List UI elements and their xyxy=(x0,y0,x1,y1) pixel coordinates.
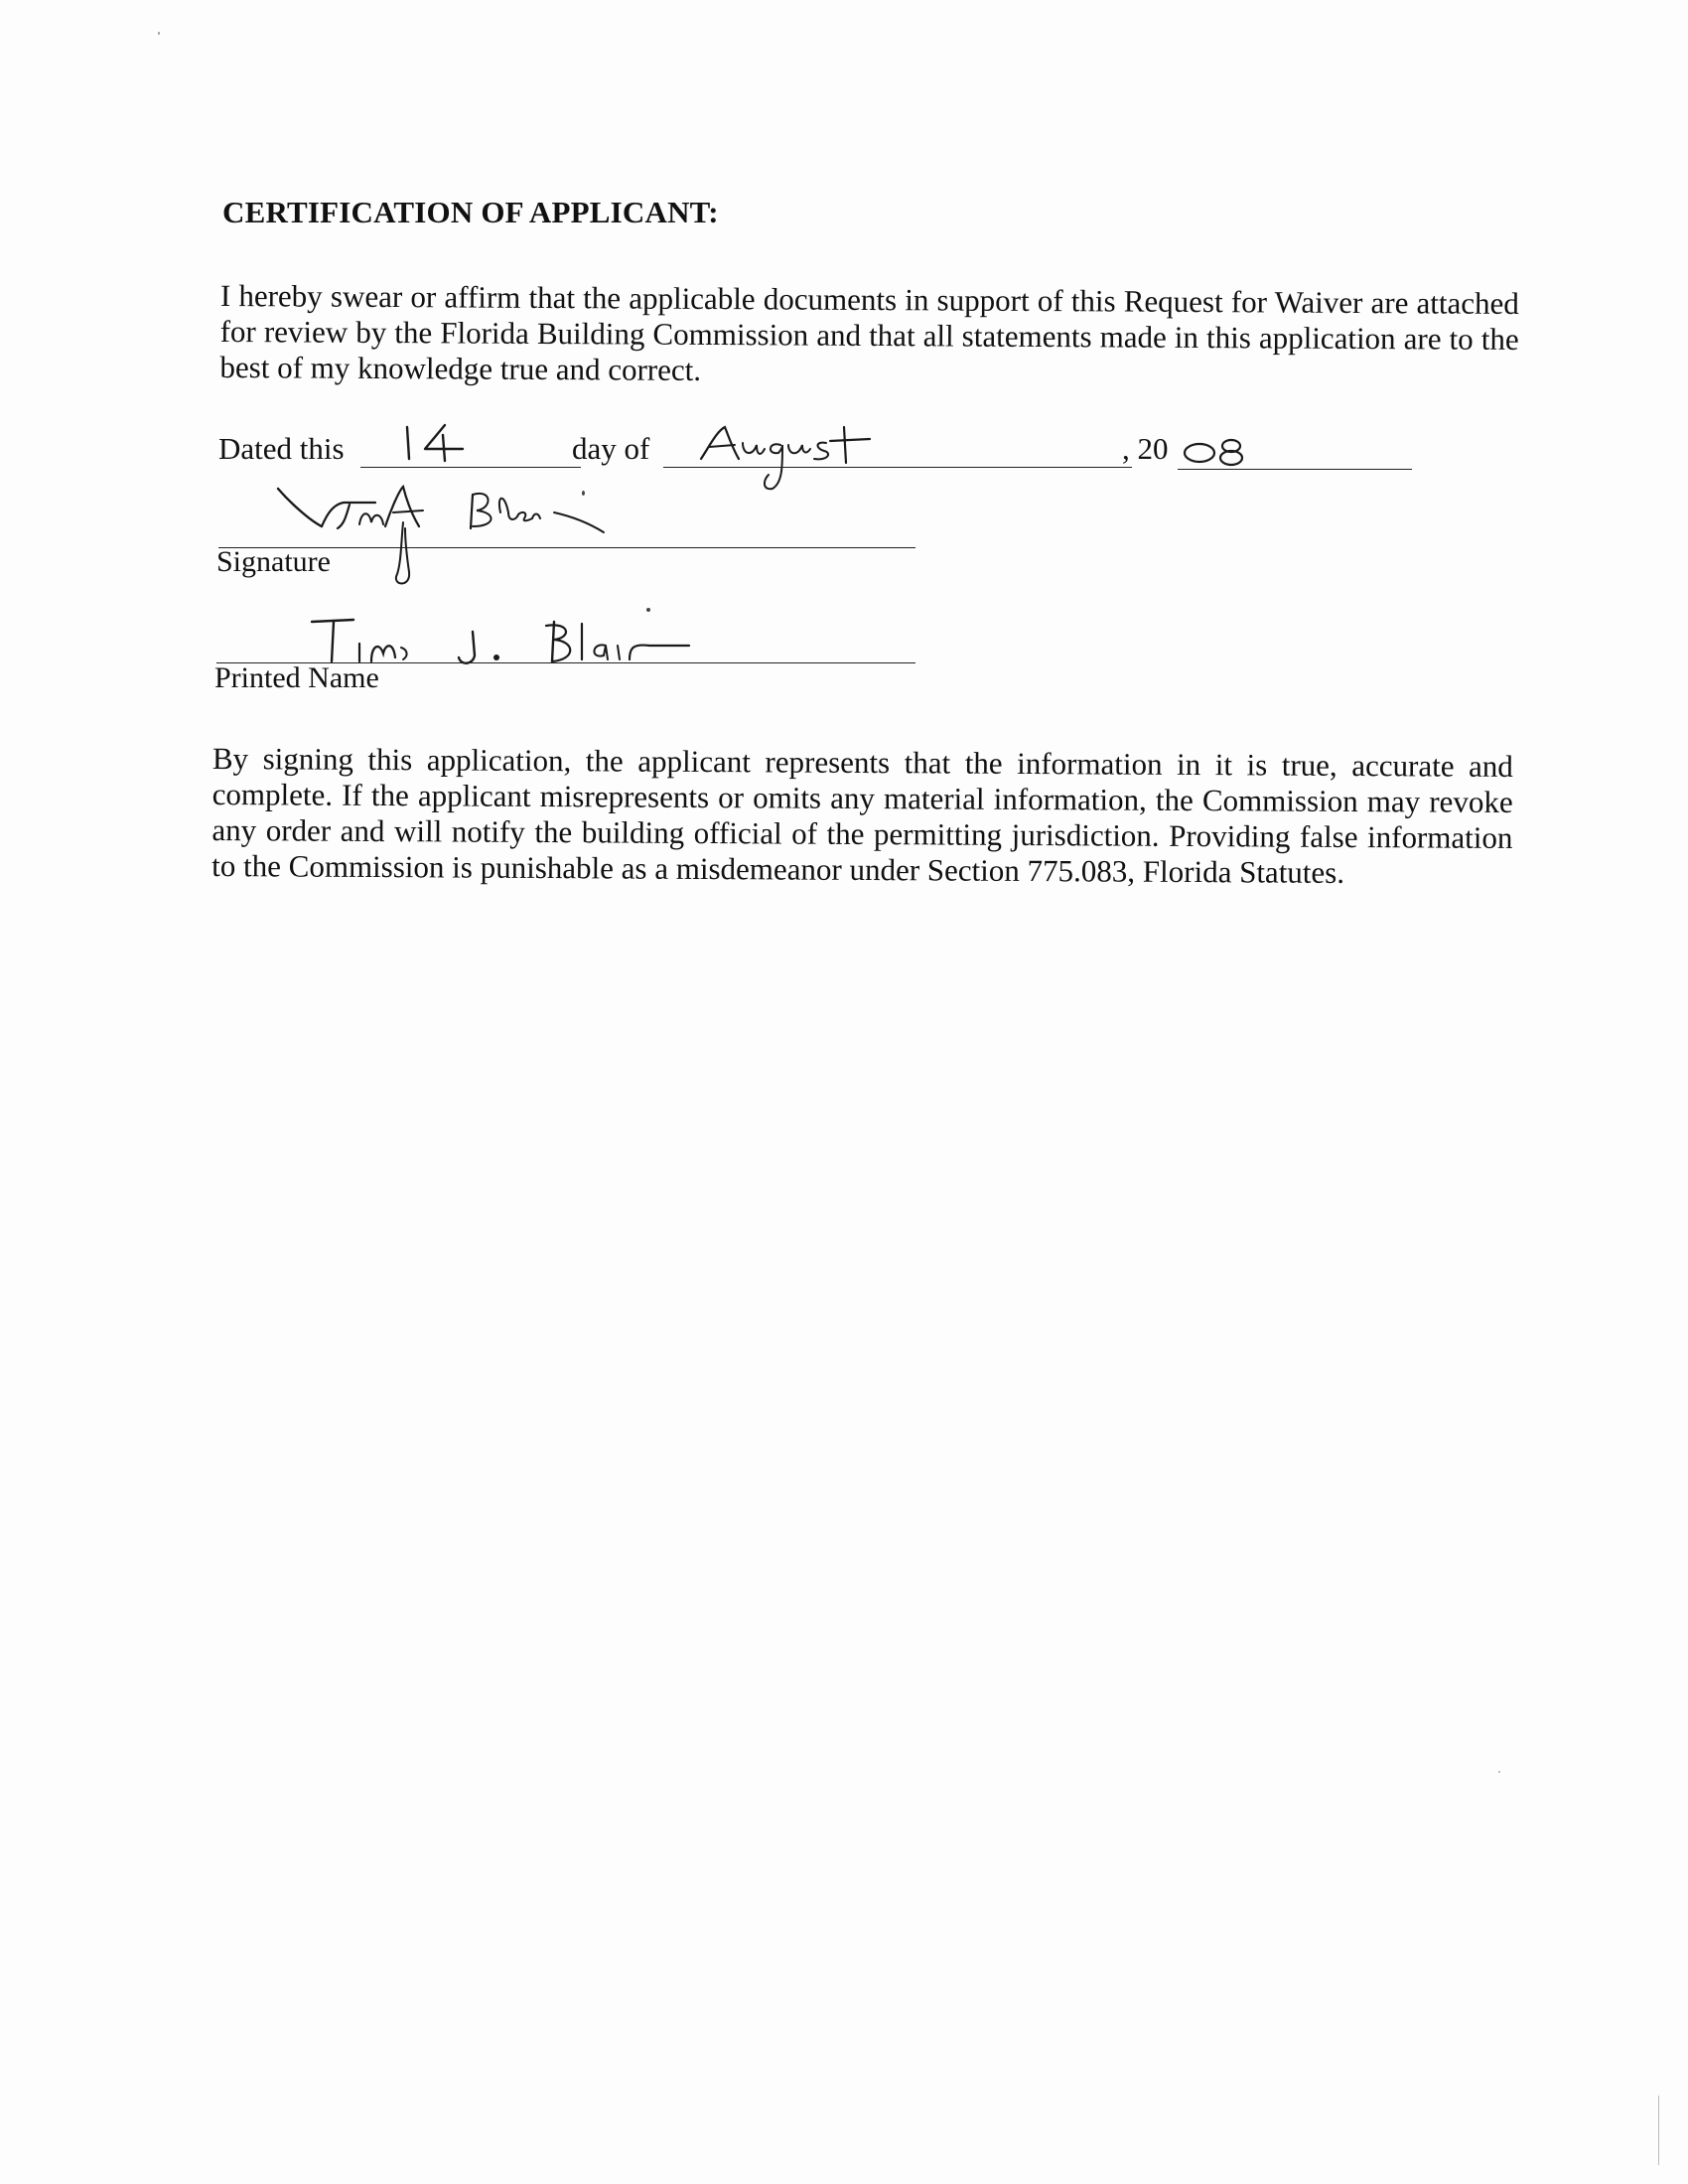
year-underline xyxy=(1178,469,1412,470)
day-handwriting xyxy=(397,419,477,465)
day-underline xyxy=(360,467,581,468)
dated-middle: day of xyxy=(572,431,650,466)
disclaimer-paragraph: By signing this application, the applicant represents that the information in it is true, accurate and complete. If the applicant misrepresents or omits any material information, the Commission may revoke any order and will notify the building official of the permitting jurisdiction. Providing false information to the Commission is punishable as a misdemeanor under Section 775.083, Florida Statutes. xyxy=(211,741,1513,890)
certification-heading: CERTIFICATION OF APPLICANT: xyxy=(222,195,719,229)
year-prefix: , 20 xyxy=(1122,431,1169,466)
scan-speck xyxy=(158,32,160,35)
scan-speck xyxy=(1498,1771,1500,1773)
month-handwriting xyxy=(695,419,894,507)
printed-name-label: Printed Name xyxy=(214,661,379,694)
ink-speck xyxy=(646,608,650,612)
signature-label: Signature xyxy=(216,545,331,578)
ink-speck xyxy=(582,491,585,496)
year-handwriting xyxy=(1182,431,1253,469)
date-line xyxy=(218,425,1509,475)
affirmation-paragraph: I hereby swear or affirm that the applicable documents in support of this Request for Waiver are attached for review by the Florida Building Commission and that all statements made in this application are to the best of my knowledge true and correct. xyxy=(219,278,1519,387)
scan-edge-line xyxy=(1658,2096,1659,2165)
month-underline xyxy=(663,467,1132,468)
dated-prefix: Dated this xyxy=(218,431,345,466)
signature-handwriting xyxy=(274,483,632,598)
